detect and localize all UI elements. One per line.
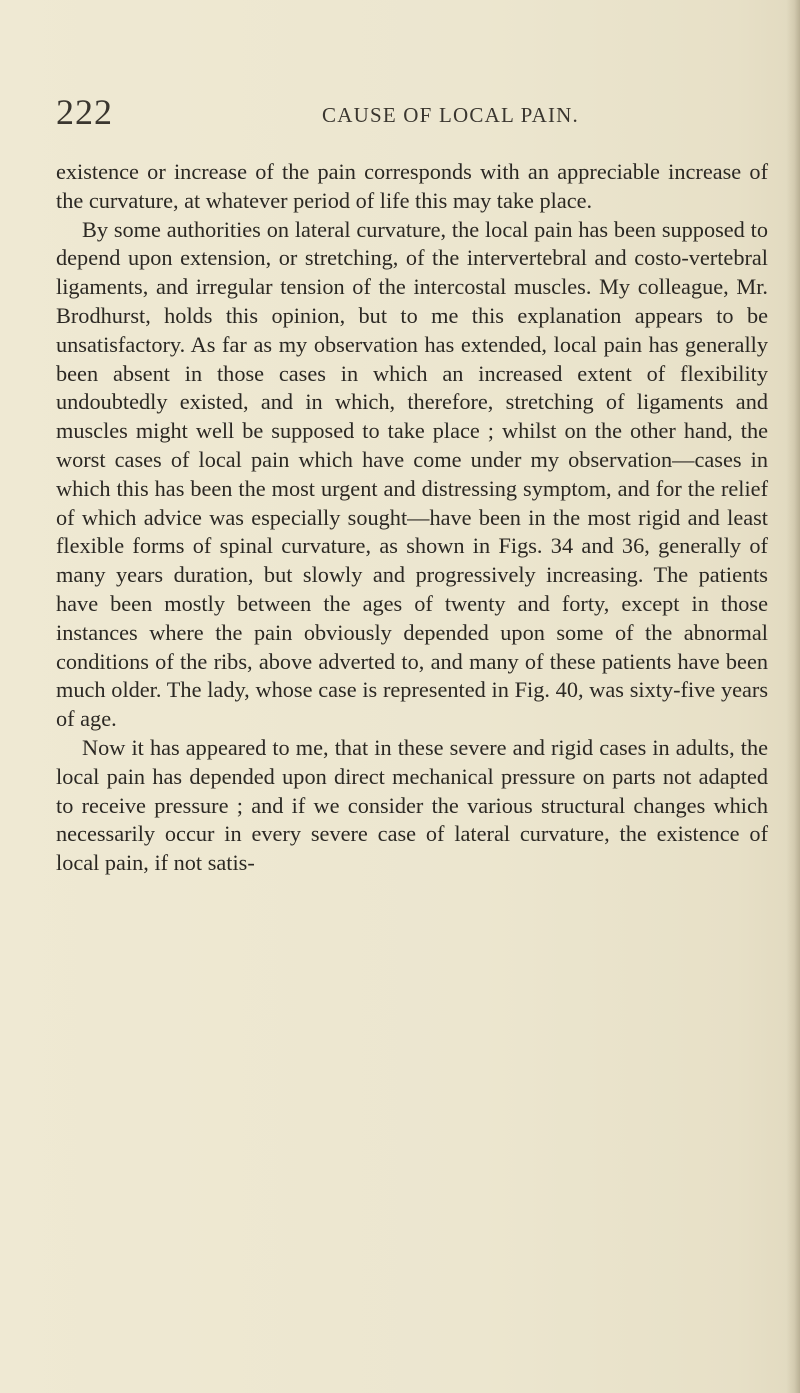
page-number: 222	[56, 92, 113, 132]
running-head: CAUSE OF LOCAL PAIN.	[322, 103, 579, 127]
paragraph-3: Now it has appeared to me, that in these severe and rigid cases in adults, the local pain has depended upon direct mechanical pressure on parts not adapted to receive pressure ; and if we consider the various structural changes which necessarily occur in every severe case of lateral curvature, the existence of local pain, if not satis-	[56, 734, 768, 876]
paragraph-1: existence or increase of the pain corresponds with an appreciable increase of the curvature, at whatever period of life this may take place.	[56, 159, 768, 213]
body-text	[56, 158, 768, 878]
paragraph-2: By some authorities on lateral curvature, the local pain has been supposed to depend upon extension, or stretching, of the intervertebral and costo-vertebral ligaments, and irregular tension of the intercostal muscles. My colleague, Mr. Brodhurst, holds this opinion, but to me this explanation appears to be unsatisfactory. As far as my observation has extended, local pain has generally been absent in those cases in which an increased extent of flexibility undoubtedly existed, and in which, therefore, stretching of ligaments and muscles might well be supposed to take place ; whilst on the other hand, the worst cases of local pain which have come under my observation—cases in which this has been the most urgent and distressing symptom, and for the relief of which advice was especially sought—have been in the most rigid and least flexible forms of spinal curvature, as shown in Figs. 34 and 36, generally of many years duration, but slowly and progressively increasing. The patients have been mostly between the ages of twenty and forty, except in those instances where the pain obviously depended upon some of the abnormal conditions of the ribs, above adverted to, and many of these patients have been much older. The lady, whose case is represented in Fig. 40, was sixty-five years of age.	[56, 216, 768, 732]
page-header	[0, 92, 800, 132]
page-edge-shadow	[786, 0, 800, 1393]
